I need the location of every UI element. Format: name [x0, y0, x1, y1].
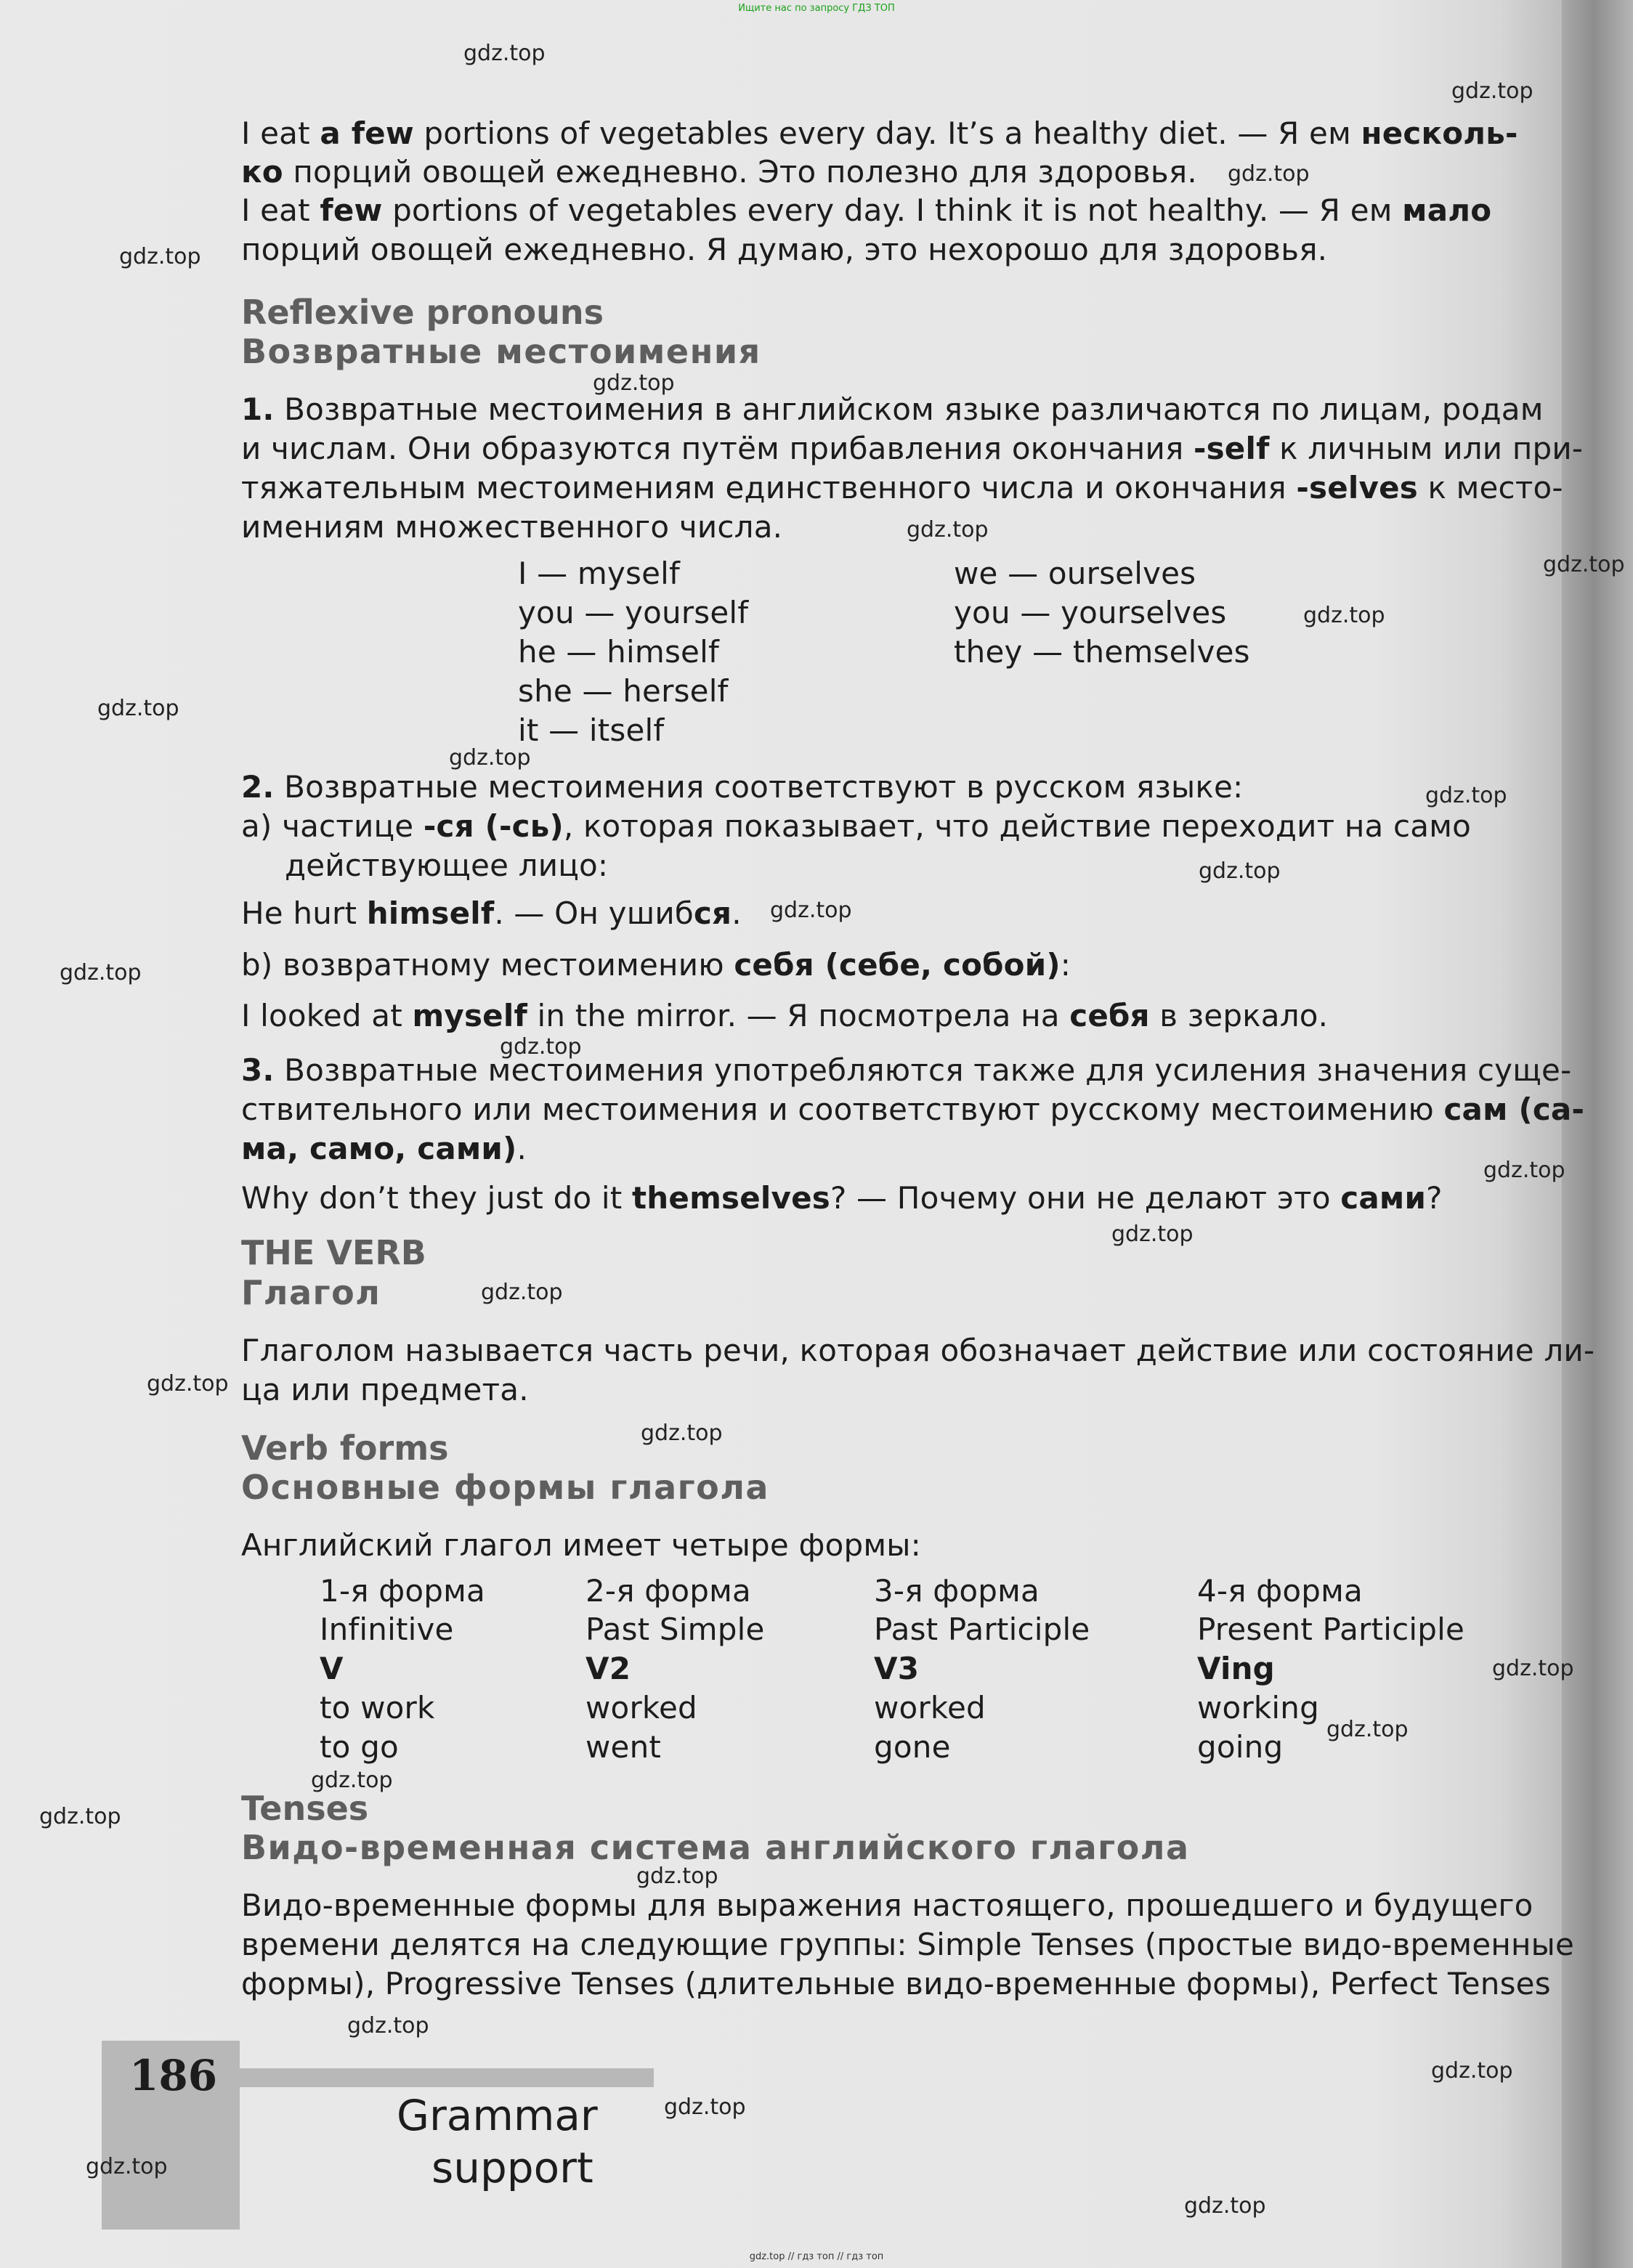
- watermark: gdz.top: [1111, 1222, 1194, 1247]
- pronoun-singular-4: she — herself: [518, 673, 729, 709]
- section-subtitle-verb-forms: Основные формы глагола: [241, 1468, 769, 1507]
- verb-forms-intro: Английский глагол имеет четыре формы:: [241, 1527, 921, 1563]
- rule-2a-line-1: а) частице -ся (-сь), которая показывает, что действие переходит на само: [241, 808, 1472, 844]
- verb-form-1-example-2: to go: [320, 1729, 399, 1765]
- example-themselves: Why don’t they just do it themselves? — Почему они не делают это сами?: [241, 1180, 1443, 1216]
- watermark: gdz.top: [641, 1420, 723, 1446]
- watermark: gdz.top: [147, 1371, 229, 1397]
- watermark: gdz.top: [636, 1863, 718, 1889]
- verb-form-4-example-2: going: [1197, 1729, 1284, 1765]
- rule-2-heading: 2. Возвратные местоимения соответствуют в русском языке:: [241, 769, 1244, 805]
- section-label-line-1: Grammar: [397, 2091, 598, 2140]
- rule-3-line-3: ма, само, сами).: [241, 1131, 527, 1166]
- pronoun-singular-5: it — itself: [518, 712, 665, 748]
- verb-form-4-abbr: Ving: [1197, 1651, 1275, 1686]
- watermark: gdz.top: [593, 370, 675, 396]
- intro-line-3: I eat few portions of vegetables every day. I think it is not healthy. — Я ем мало: [241, 192, 1492, 228]
- watermark: gdz.top: [1431, 2058, 1513, 2084]
- rule-2a-line-2: действующее лицо:: [285, 848, 609, 883]
- section-subtitle-reflexive: Возвратные местоимения: [241, 332, 761, 371]
- verb-form-1-number: 1-я форма: [320, 1573, 485, 1609]
- verb-form-2-abbr: V2: [585, 1651, 631, 1686]
- watermark: gdz.top: [1303, 603, 1385, 628]
- verb-form-3-abbr: V3: [874, 1651, 920, 1686]
- watermark: gdz.top: [500, 1034, 582, 1060]
- watermark: gdz.top: [1326, 1717, 1409, 1742]
- rule-3-line-1: 3. Возвратные местоимения употребляются также для усиления значения суще-: [241, 1052, 1572, 1088]
- example-himself: He hurt himself. — Он ушибся.: [241, 895, 742, 931]
- section-subtitle-tenses: Видо-временная система английского глагола: [241, 1828, 1190, 1867]
- verb-form-3-name: Past Participle: [874, 1611, 1090, 1647]
- intro-line-1: I eat a few portions of vegetables every day. It’s a healthy diet. — Я ем несколь-: [241, 115, 1518, 151]
- rule-3-line-2: ствительного или местоимения и соответствуют русскому местоимению сам (са-: [241, 1092, 1585, 1127]
- section-title-verb: THE VERB: [241, 1233, 426, 1272]
- pronoun-singular-3: he — himself: [518, 634, 719, 670]
- watermark: gdz.top: [770, 898, 852, 923]
- verb-form-3-example-2: gone: [874, 1729, 951, 1765]
- section-title-verb-forms: Verb forms: [241, 1428, 449, 1468]
- rule-1-line-2: и числам. Они образуются путём прибавления окончания -self к личным или при-: [241, 431, 1584, 466]
- watermark: gdz.top: [86, 2154, 168, 2179]
- watermark: gdz.top: [1184, 2193, 1266, 2219]
- tenses-line-3: формы), Progressive Tenses (длительные видо-временные формы), Perfect Tenses: [241, 1966, 1551, 2001]
- rule-2b-line: b) возвратному местоимению себя (себе, собой):: [241, 947, 1071, 983]
- rule-1-line-3: тяжательным местоимениям единственного числа и окончания -selves к место-: [241, 470, 1563, 505]
- watermark: gdz.top: [1451, 78, 1533, 104]
- pronoun-singular-2: you — yourself: [518, 595, 749, 630]
- pronoun-singular-1: I — myself: [518, 556, 681, 591]
- watermark: gdz.top: [60, 960, 142, 985]
- intro-line-2: ко порций овощей ежедневно. Это полезно для здоровья.: [241, 154, 1197, 190]
- verb-form-4-example-1: working: [1197, 1690, 1319, 1726]
- pronoun-plural-2: you — yourselves: [954, 595, 1227, 630]
- pronoun-plural-3: they — themselves: [954, 634, 1250, 670]
- watermark: gdz.top: [664, 2094, 746, 2120]
- watermark: gdz.top: [347, 2013, 429, 2039]
- section-subtitle-verb: Глагол: [241, 1273, 381, 1312]
- verb-definition-line-2: ца или предмета.: [241, 1372, 529, 1407]
- page-number: 186: [129, 2051, 218, 2100]
- pronoun-plural-1: we — ourselves: [954, 556, 1196, 591]
- verb-form-4-number: 4-я форма: [1197, 1573, 1363, 1609]
- verb-form-2-name: Past Simple: [585, 1611, 765, 1647]
- top-note: Ищите нас по запросу ГДЗ ТОП: [738, 3, 895, 14]
- watermark: gdz.top: [1492, 1656, 1574, 1681]
- intro-line-4: порций овощей ежедневно. Я думаю, это нехорошо для здоровья.: [241, 232, 1328, 267]
- watermark: gdz.top: [1425, 783, 1507, 808]
- verb-form-1-abbr: V: [320, 1651, 344, 1686]
- watermark: gdz.top: [449, 745, 531, 771]
- verb-form-1-name: Infinitive: [320, 1611, 454, 1647]
- bottom-note: gdz.top // гдз топ // гдз топ: [749, 2251, 884, 2262]
- watermark: gdz.top: [39, 1804, 121, 1829]
- verb-form-2-number: 2-я форма: [585, 1573, 751, 1609]
- watermark: gdz.top: [311, 1768, 393, 1793]
- section-title-reflexive: Reflexive pronouns: [241, 293, 604, 332]
- section-title-tenses: Tenses: [241, 1789, 369, 1828]
- watermark: gdz.top: [1543, 552, 1625, 577]
- verb-form-3-example-1: worked: [874, 1690, 986, 1726]
- example-myself: I looked at myself in the mirror. — Я посмотрела на себя в зеркало.: [241, 998, 1329, 1033]
- verb-form-2-example-2: went: [585, 1729, 662, 1765]
- watermark: gdz.top: [1199, 858, 1281, 884]
- rule-1-line-4: имениям множественного числа.: [241, 509, 783, 545]
- watermark: gdz.top: [97, 696, 179, 721]
- watermark: gdz.top: [907, 517, 989, 542]
- verb-form-2-example-1: worked: [585, 1690, 697, 1726]
- watermark: gdz.top: [463, 41, 546, 66]
- tenses-line-2: времени делятся на следующие группы: Simple Tenses (простые видо-временные: [241, 1927, 1575, 1962]
- watermark: gdz.top: [119, 244, 201, 269]
- watermark: gdz.top: [1228, 161, 1310, 187]
- verb-definition-line-1: Глаголом называется часть речи, которая обозначает действие или состояние ли-: [241, 1333, 1595, 1368]
- verb-form-3-number: 3-я форма: [874, 1573, 1040, 1609]
- section-label-line-2: support: [431, 2143, 593, 2192]
- footer-band: [240, 2068, 654, 2087]
- watermark: gdz.top: [481, 1280, 563, 1305]
- rule-1-line-1: 1. Возвратные местоимения в английском языке различаются по лицам, родам: [241, 391, 1544, 427]
- watermark: gdz.top: [1483, 1158, 1565, 1183]
- verb-form-4-name: Present Participle: [1197, 1611, 1465, 1647]
- tenses-line-1: Видо-временные формы для выражения настоящего, прошедшего и будущего: [241, 1887, 1533, 1923]
- verb-form-1-example-1: to work: [320, 1690, 435, 1726]
